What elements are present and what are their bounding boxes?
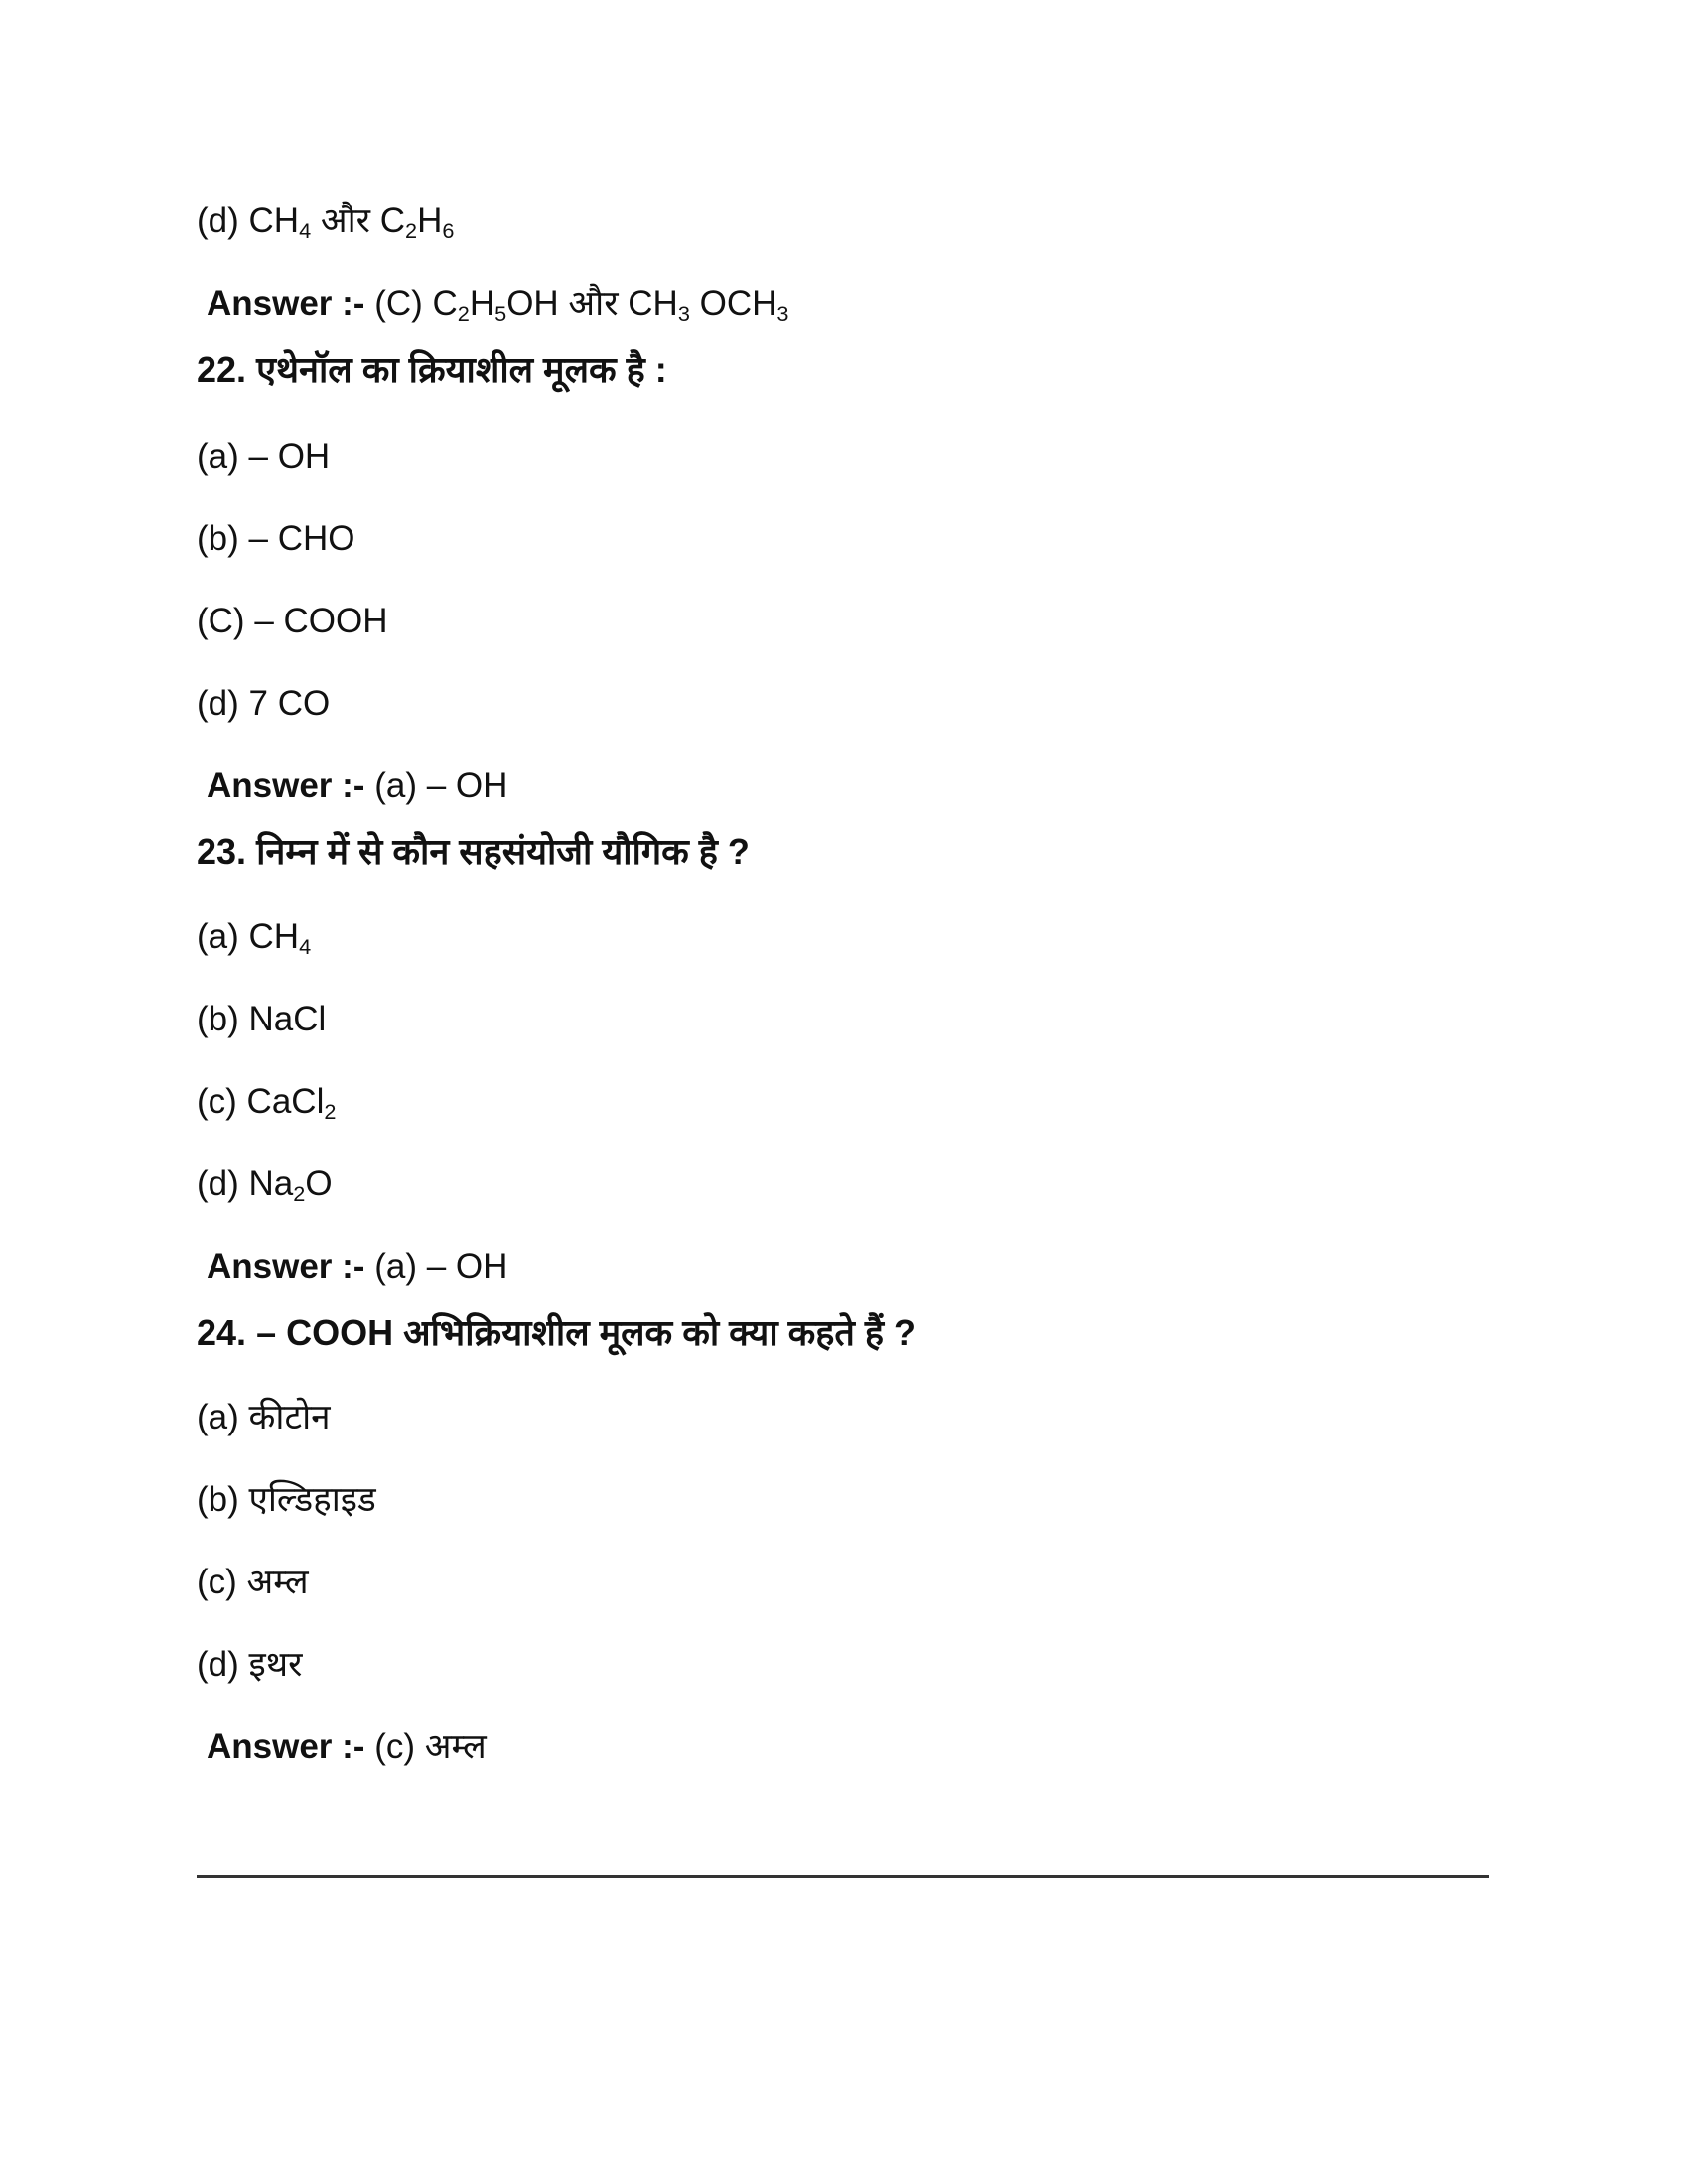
- question-number: 23.: [197, 831, 247, 872]
- q22-answer: [207, 768, 507, 803]
- q21-answer: [207, 284, 789, 327]
- question-23-title: [197, 831, 750, 872]
- q24-option-c: (c) अम्ल: [197, 1563, 309, 1601]
- q22-option-a: (a) – OH: [197, 437, 331, 476]
- question-text: निम्न में से कौन सहसंयोजी यौगिक है ?: [256, 831, 750, 872]
- q24-option-a: (a) कीटोन: [197, 1398, 331, 1436]
- q22-option-d: (d) 7 CO: [197, 684, 331, 723]
- answer-text: (a) – OH: [374, 1247, 508, 1286]
- q23-option-c: (c) CaCl$_2$: [197, 1082, 337, 1125]
- question-22-title: [197, 349, 667, 390]
- q23-option-b: (b) NaCl: [197, 1000, 327, 1038]
- answer-label: Answer :-: [207, 766, 365, 805]
- question-text: – COOH अभिक्रियाशील मूलक को क्या कहते हैं ?: [256, 1312, 916, 1353]
- q23-option-a: (a) $CH_4$: [197, 917, 312, 960]
- q24-answer: [207, 1729, 487, 1764]
- q22-option-c: (C) – COOH: [197, 602, 388, 640]
- answer-label: Answer :-: [207, 1727, 365, 1766]
- answer-text: (C) $C_2H_5OH$ और $CH_3$ $OCH_3$: [374, 284, 789, 327]
- answer-text: (a) – OH: [374, 766, 508, 805]
- footer-divider: [197, 1875, 1489, 1878]
- q24-option-b: (b) एल्डिहाइड: [197, 1480, 376, 1519]
- option-text: $CH_4$ और $C_2H_6$: [248, 202, 455, 244]
- question-number: 24.: [197, 1312, 247, 1353]
- question-24-title: [197, 1312, 916, 1353]
- answer-label: Answer :-: [207, 1247, 365, 1286]
- q24-option-d: (d) इथर: [197, 1645, 303, 1684]
- q23-option-d: (d) $Na_2O$: [197, 1164, 333, 1207]
- option-label: (d): [197, 202, 239, 240]
- q21-option-d: [197, 202, 455, 244]
- q23-answer: [207, 1249, 507, 1284]
- question-text: एथेनॉल का क्रियाशील मूलक है :: [256, 349, 667, 390]
- question-number: 22.: [197, 349, 247, 390]
- q22-option-b: (b) – CHO: [197, 519, 355, 558]
- answer-label: Answer :-: [207, 284, 365, 323]
- answer-text: (c) अम्ल: [374, 1727, 487, 1766]
